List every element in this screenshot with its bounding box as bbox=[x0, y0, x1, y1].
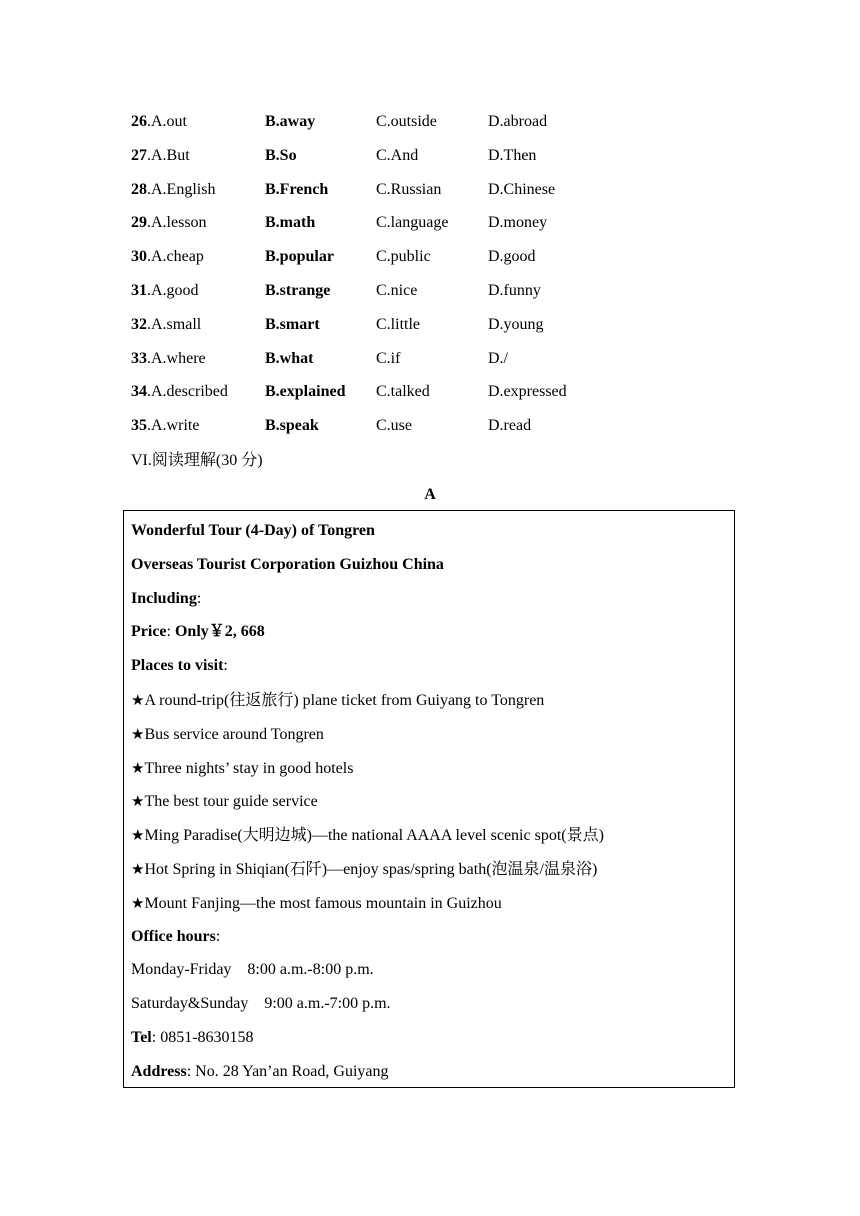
star-icon: ★ bbox=[131, 690, 145, 709]
office-hours-colon: : bbox=[215, 927, 221, 945]
star-icon: ★ bbox=[131, 859, 145, 878]
list-item bbox=[131, 756, 604, 790]
option-a: .A.English bbox=[147, 180, 216, 198]
option-b: B.speak bbox=[265, 417, 319, 435]
list-item bbox=[131, 857, 604, 891]
item-text: Ming Paradise(大明边城)—the national AAAA level scenic spot(景点) bbox=[144, 827, 604, 845]
item-text: A round-trip(往返旅行) plane ticket from Guiyang to Tongren bbox=[144, 691, 545, 709]
item-text: The best tour guide service bbox=[144, 793, 318, 811]
option-b: B.smart bbox=[265, 315, 320, 333]
option-b: B.away bbox=[265, 113, 316, 130]
tel-value: : 0851-8630158 bbox=[151, 1028, 254, 1046]
list-item bbox=[131, 891, 604, 925]
option-b: B.what bbox=[265, 349, 314, 367]
tel-label: Tel bbox=[131, 1028, 152, 1046]
star-icon: ★ bbox=[131, 724, 145, 743]
question-number: 33 bbox=[131, 349, 147, 367]
option-c: C.And bbox=[376, 146, 419, 164]
option-a: .A.good bbox=[147, 281, 199, 299]
weekday-hours: Monday-Friday 8:00 a.m.-8:00 p.m. bbox=[131, 961, 374, 979]
question-number: 26 bbox=[131, 113, 147, 130]
option-c: C.outside bbox=[376, 113, 437, 130]
question-number: 29 bbox=[131, 214, 147, 232]
option-c: C.if bbox=[376, 349, 401, 367]
including-colon: : bbox=[196, 589, 202, 607]
item-text: Bus service around Tongren bbox=[144, 725, 324, 743]
option-a: .A.small bbox=[147, 315, 202, 333]
address-label: Address bbox=[131, 1062, 187, 1080]
option-b: B.French bbox=[265, 180, 329, 198]
item-text: Three nights’ stay in good hotels bbox=[144, 759, 354, 777]
passage-label: A bbox=[424, 486, 436, 503]
option-d: D.abroad bbox=[488, 113, 548, 130]
question-number: 27 bbox=[131, 146, 147, 164]
places-colon: : bbox=[223, 657, 228, 675]
price-value: Only￥2, 668 bbox=[174, 623, 265, 641]
list-item bbox=[131, 722, 604, 756]
option-b: B.strange bbox=[265, 281, 331, 299]
option-a: .A.out bbox=[147, 113, 187, 130]
star-icon: ★ bbox=[131, 826, 145, 845]
option-c: C.Russian bbox=[376, 180, 442, 198]
question-number: 35 bbox=[131, 417, 147, 435]
question-number: 34 bbox=[131, 383, 147, 401]
item-text: Hot Spring in Shiqian(石阡)—enjoy spas/spring bath(泡温泉/温泉浴) bbox=[144, 860, 598, 878]
question-number: 32 bbox=[131, 315, 147, 333]
option-d: D.read bbox=[488, 417, 532, 435]
option-d: D.Then bbox=[488, 146, 537, 164]
including-label: Including bbox=[131, 589, 197, 607]
price-colon: : bbox=[166, 623, 175, 641]
option-d: D.funny bbox=[488, 281, 541, 299]
star-icon: ★ bbox=[131, 893, 145, 912]
option-b: B.explained bbox=[265, 383, 346, 401]
option-b: B.popular bbox=[265, 248, 334, 266]
option-c: C.nice bbox=[376, 281, 418, 299]
option-b: B.So bbox=[265, 146, 297, 164]
ad-company: Overseas Tourist Corporation Guizhou China bbox=[131, 555, 444, 573]
list-item bbox=[131, 789, 604, 823]
tour-advertisement bbox=[123, 510, 735, 1088]
option-c: C.little bbox=[376, 315, 420, 333]
ad-title: Wonderful Tour (4-Day) of Tongren bbox=[131, 522, 375, 539]
option-a: .A.write bbox=[147, 417, 200, 435]
option-d: D.expressed bbox=[488, 383, 567, 401]
option-d: D.young bbox=[488, 315, 544, 333]
option-d: D.Chinese bbox=[488, 180, 556, 198]
option-d: D./ bbox=[488, 349, 508, 367]
places-label: Places to visit bbox=[131, 657, 224, 675]
option-a: .A.lesson bbox=[147, 214, 207, 232]
section-title: VI.阅读理解(30 分) bbox=[131, 452, 263, 469]
list-item bbox=[131, 688, 604, 722]
address-line bbox=[131, 1060, 604, 1094]
option-d: D.good bbox=[488, 248, 536, 266]
tel-line bbox=[131, 1026, 604, 1060]
price-label: Price bbox=[131, 623, 167, 641]
option-d: D.money bbox=[488, 214, 548, 232]
weekend-hours: Saturday&Sunday 9:00 a.m.-7:00 p.m. bbox=[131, 995, 391, 1013]
question-number: 28 bbox=[131, 180, 147, 198]
option-c: C.talked bbox=[376, 383, 430, 401]
option-c: C.use bbox=[376, 417, 412, 435]
star-icon: ★ bbox=[131, 758, 145, 777]
option-c: C.public bbox=[376, 248, 431, 266]
including-line bbox=[131, 587, 604, 621]
question-number: 30 bbox=[131, 248, 147, 266]
price-line bbox=[131, 620, 604, 654]
item-text: Mount Fanjing—the most famous mountain in Guizhou bbox=[144, 894, 502, 912]
option-a: .A.But bbox=[147, 146, 190, 164]
address-value: : No. 28 Yan’an Road, Guiyang bbox=[186, 1062, 389, 1080]
option-a: .A.cheap bbox=[147, 248, 204, 266]
option-c: C.language bbox=[376, 214, 449, 232]
option-b: B.math bbox=[265, 214, 316, 232]
option-a: .A.where bbox=[147, 349, 206, 367]
office-hours-label: Office hours bbox=[131, 927, 216, 945]
list-item bbox=[131, 823, 604, 857]
office-hours-line bbox=[131, 925, 604, 959]
question-number: 31 bbox=[131, 281, 147, 299]
star-icon: ★ bbox=[131, 792, 145, 811]
places-line bbox=[131, 654, 604, 688]
option-a: .A.described bbox=[147, 383, 228, 401]
